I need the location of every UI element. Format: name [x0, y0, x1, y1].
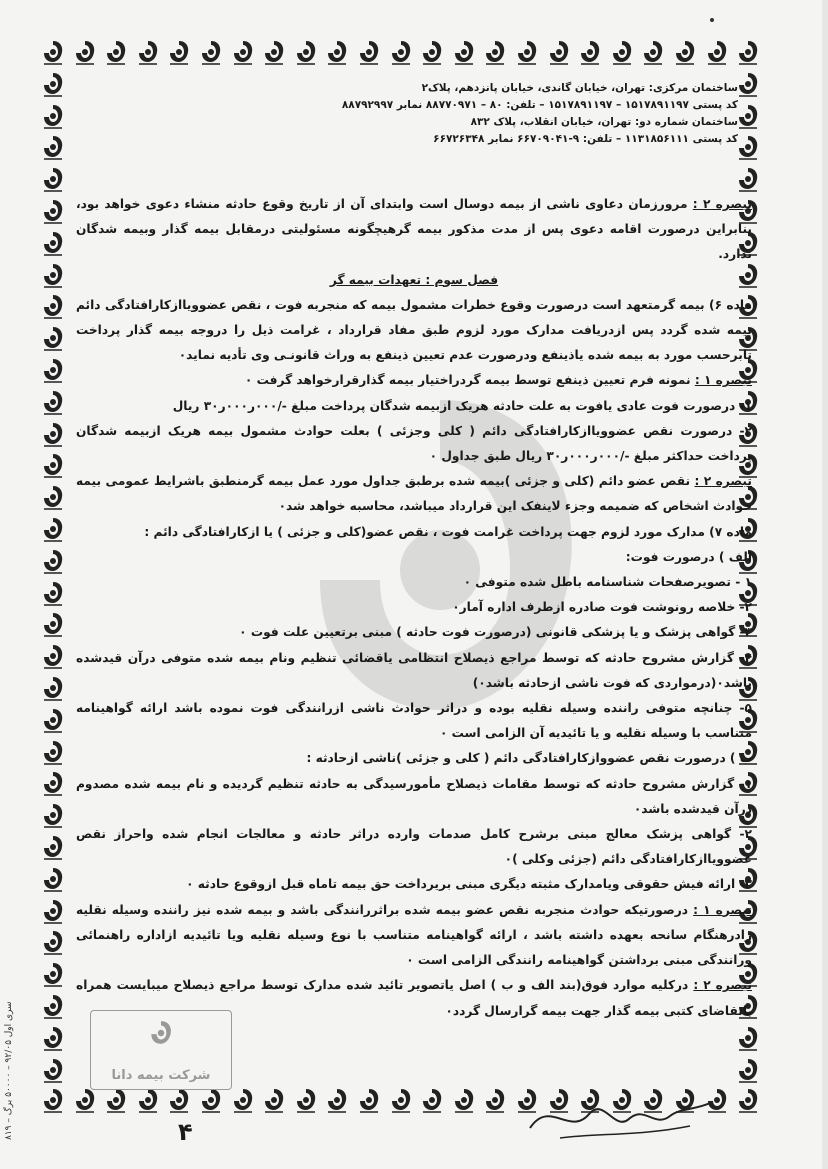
- dana-logo-icon: [42, 135, 64, 161]
- dana-logo-icon: [453, 40, 475, 66]
- address-line-3: ساختمان شماره دو: تهران، خیابان انقلاب، پلاک ۸۳۲: [470, 116, 738, 128]
- list-item: ۱- گزارش مشروح حادثه که توسط مقامات ذیصلاح مأمورسیدگی به حادثه تنظیم گردیده و نام بیمه شده مصدوم درآن قیدشده باشد۰: [76, 776, 752, 816]
- dana-logo-icon: [149, 1019, 173, 1047]
- note-label: تبصره ۱ :: [693, 902, 752, 917]
- dana-logo-icon: [453, 1088, 475, 1114]
- dana-logo-icon: [358, 1088, 380, 1114]
- dana-logo-icon: [42, 803, 64, 829]
- list-item: ۵- چنانچه متوفی راننده وسیله نقلیه بوده و دراثر حوادث ناشی ازرانندگی فوت نموده باشد ارائه گواهینامه متناسب با وسیله نقلیه و یا تائیدیه آن الزامی است ۰: [76, 701, 752, 741]
- dana-logo-icon: [484, 40, 506, 66]
- dana-logo-icon: [42, 263, 64, 289]
- dana-logo-icon: [42, 199, 64, 225]
- ink-dot: [710, 18, 714, 22]
- list-item: ۳- گواهی پزشک و یا پزشکی قانونی (درصورت فوت حادثه ) مبنی برتعیین علت فوت ۰: [239, 625, 752, 640]
- dana-logo-icon: [42, 40, 64, 66]
- dana-logo-icon: [42, 390, 64, 416]
- dana-logo-icon: [548, 40, 570, 66]
- dana-logo-icon: [42, 867, 64, 893]
- dana-logo-icon: [42, 962, 64, 988]
- dana-logo-icon: [326, 40, 348, 66]
- dana-logo-icon: [390, 1088, 412, 1114]
- dana-logo-icon: [168, 40, 190, 66]
- dana-logo-icon: [42, 1058, 64, 1084]
- dana-logo-icon: [105, 40, 127, 66]
- dana-logo-icon: [421, 40, 443, 66]
- dana-logo-icon: [105, 1088, 127, 1114]
- article-text: بیمه گرمتعهد است درصورت وقوع خطرات مشمول بیمه که منجربه فوت ، نقص عضوویاازکارافتادگی دائم بیمه شده گردد پس ازدریافت مدارک مورد لزوم طبق مفاد قرارداد ، غرامت ذیل را دروجه بیمه گذار پرداخت تابرحسب مورد به بیمه شده یاذینفع ودرصورت عدم تعیین ذینفع به وراث قانونـی وی تأدیه نماید۰: [76, 297, 752, 363]
- note-text: مرورزمان دعاوی ناشی از بیمه دوسال است وابتدای آن از تاریخ وقوع حادثه منشاء دعوی خواهد بود، بنابراین درصورت اقامه دعوی پس از مدت مذکور بیمه گرهیچگونه مسئولیتی درمقابل بیمه گذار وبیمه شدگان ندارد.: [76, 197, 752, 262]
- dana-logo-icon: [42, 676, 64, 702]
- dana-logo-icon: [42, 930, 64, 956]
- dana-logo-icon: [74, 40, 96, 66]
- page-number: ۴: [178, 1118, 193, 1146]
- dana-logo-icon: [737, 1026, 759, 1052]
- dana-logo-icon: [263, 40, 285, 66]
- dana-logo-icon: [737, 167, 759, 193]
- dana-logo-icon: [42, 453, 64, 479]
- dana-logo-icon: [42, 835, 64, 861]
- note-1-paragraph: [76, 368, 752, 393]
- print-batch-stamp: ۸۱۹ – سری اول ۹۲/۰۵ – ۵۰۰۰۰ برگ: [4, 1001, 14, 1140]
- page-edge: [822, 0, 828, 1169]
- subsection-be: ب ) درصورت نقص عضووازکارافتادگی دائم ( کلی و جزئی )ناشی ازحادثه :: [306, 751, 752, 766]
- list-item: ۲- خلاصه رونوشت فوت صادره ازطرف اداره آمار۰: [452, 600, 752, 615]
- subsection-alef: الف ) درصورت فوت:: [625, 549, 752, 564]
- dana-logo-icon: [295, 40, 317, 66]
- dana-logo-icon: [42, 422, 64, 448]
- dana-logo-icon: [642, 40, 664, 66]
- handwritten-signature: [520, 1088, 720, 1148]
- dana-logo-icon: [42, 708, 64, 734]
- address-line-1: ساختمان مرکزی: تهران، خیابان گاندی، خیابان پانزدهم، پلاک۲: [421, 82, 738, 94]
- address-line-2: کد پستی ۱۵۱۷۸۹۱۱۹۷ – ۱۵۱۷۸۹۱۱۹۷ – تلفن: ۸۰ – ۸۸۷۷۰۹۷۱ نمابر ۸۸۷۹۲۹۹۷: [341, 99, 738, 111]
- dana-logo-icon: [42, 231, 64, 257]
- dana-logo-icon: [295, 1088, 317, 1114]
- dana-logo-icon: [42, 294, 64, 320]
- list-item: ۱ - تصویرصفحات شناسنامه باطل شده متوفی ۰: [463, 575, 752, 590]
- dana-logo-icon: [42, 549, 64, 575]
- note-text: نمونه فرم تعیین ذینفع توسط بیمه گردراختیار بیمه گذارقرارخواهد گرفت ۰: [244, 373, 695, 388]
- list-item: ۲- درصورت نقص عضوویاازکارافتادگی دائم ( کلی وجزئی ) بعلت حوادث مشمول بیمه هریک ازبیمه شدگان پرداخت حداکثر مبلغ -/۰۰۰ر۰۰۰ر۳۰ ریال طبق جداول ۰: [76, 423, 752, 464]
- dana-logo-icon: [42, 994, 64, 1020]
- dana-logo-icon: [611, 40, 633, 66]
- dana-logo-icon: [42, 581, 64, 607]
- dana-logo-icon: [42, 326, 64, 352]
- dana-logo-icon: [232, 40, 254, 66]
- note-2-paragraph: [76, 192, 752, 268]
- note-label: تبصره ۲ :: [692, 197, 752, 211]
- dana-logo-icon: [421, 1088, 443, 1114]
- dana-logo-icon: [137, 40, 159, 66]
- dana-logo-icon: [42, 485, 64, 511]
- dana-logo-icon: [74, 1088, 96, 1114]
- dana-logo-icon: [516, 40, 538, 66]
- contract-body: [76, 192, 752, 1024]
- dana-logo-icon: [42, 1026, 64, 1052]
- dana-logo-icon: [42, 72, 64, 98]
- dana-logo-icon: [579, 40, 601, 66]
- dana-logo-icon: [42, 899, 64, 925]
- article-7: [76, 520, 752, 545]
- dana-logo-icon: [42, 104, 64, 130]
- list-item: ۳- ارائه فیش حقوقی ویامدارک مثبته دیگری مبنی بریرداخت حق بیمه تاماه قبل ازوقوع حادثه ۰: [186, 877, 752, 892]
- dana-logo-icon: [737, 40, 759, 66]
- note-text: درصورتیکه حوادث منجربه نقص عضو بیمه شده براثررانندگی باشد و بیمه شده نیز راننده وسیله نقلیه رادرهنگام سانحه بعهده داشته باشد ، ارائه گواهینامه متناسب با نوع وسیله نقلیه ویا تائیدیه ازاداره راهنمائی ورانندگی مبنی برداشتن گواهینامه رانندگی الزامی است ۰: [76, 902, 752, 968]
- dana-logo-icon: [42, 517, 64, 543]
- article-label: ماده ۷): [709, 524, 752, 539]
- dana-logo-icon: [263, 1088, 285, 1114]
- dana-logo-icon: [737, 72, 759, 98]
- note-label: تبصره ۲ :: [694, 474, 752, 489]
- note-label: تبصره ۲ :: [693, 978, 752, 993]
- dana-logo-icon: [42, 1088, 64, 1114]
- article-text: مدارک مورد لزوم جهت پرداخت غرامت فوت ، نقص عضو(کلی و جزئی ) یا ازکارافتادگی دائم :: [144, 524, 710, 539]
- dana-logo-icon: [326, 1088, 348, 1114]
- section-title: فصل سوم : تعهدات بیمه گر: [329, 272, 499, 287]
- dana-logo-icon: [42, 167, 64, 193]
- list-item: ۱- درصورت فوت عادی یافوت به علت حادثه هریک ازبیمه شدگان پرداخت مبلغ -/۰۰۰ر۰۰۰ر۳۰ ریال: [172, 398, 752, 413]
- note-label: تبصره ۱ :: [694, 373, 752, 388]
- dana-logo-icon: [737, 1088, 759, 1114]
- dana-logo-icon: [42, 644, 64, 670]
- article-6: [76, 293, 752, 369]
- dana-logo-icon: [42, 771, 64, 797]
- company-stamp-text: شرکت بیمه دانا: [111, 1068, 211, 1083]
- address-line-4: کد پستی ۱۱۳۱۸۵۶۱۱۱ – تلفن: ۹-۶۶۷۰۹۰۴۱ نمابر ۶۶۷۲۶۳۴۸: [433, 133, 738, 145]
- dana-logo-icon: [168, 1088, 190, 1114]
- dana-logo-icon: [706, 40, 728, 66]
- dana-logo-icon: [137, 1088, 159, 1114]
- dana-logo-icon: [42, 740, 64, 766]
- note-text: درکلیه موارد فوق(بند الف و ب ) اصل یاتصویر تائید شده مدارک توسط مراجع ذیصلاح میبایست همراه باتقاضای کتبی بیمه گذار جهت بیمه گرارسال گردد۰: [76, 978, 752, 1018]
- dana-logo-icon: [737, 1058, 759, 1084]
- dana-logo-icon: [358, 40, 380, 66]
- dana-logo-icon: [232, 1088, 254, 1114]
- dana-logo-icon: [484, 1088, 506, 1114]
- dana-logo-icon: [737, 104, 759, 130]
- dana-logo-icon: [674, 40, 696, 66]
- article-label: ماده ۶): [709, 297, 752, 312]
- list-item: ۲- گواهی پزشک معالج مبنی برشرح کامل صدمات وارده دراثر حادثه و معالجات انجام شده واحراز نقص عضوویاازکارافتادگی دائم (جزئی وکلی )۰: [76, 827, 752, 867]
- dana-logo-icon: [390, 40, 412, 66]
- list-item: ۴- گزارش مشروح حادثه که توسط مراجع ذیصلاح انتظامی یاقضائی تنظیم ونام بیمه شده متوفی درآن قیدشده باشد۰(درمواردی که فوت ناشی ازحادثه باشد۰): [76, 650, 752, 690]
- dana-logo-icon: [737, 135, 759, 161]
- note-2b-paragraph: [76, 469, 752, 519]
- company-address-header: [318, 80, 738, 148]
- dana-logo-icon: [200, 40, 222, 66]
- dana-logo-icon: [42, 358, 64, 384]
- note-text: نقص عضو دائم (کلی و جزئی )بیمه شده برطبق جداول مورد عمل بیمه گرمنطبق باشرایط عمومی بیمه حوادث اشخاص که ضمیمه وجزء لاینفک این قرارداد میباشد، محاسبه خواهد شد۰: [76, 474, 752, 514]
- company-stamp: [90, 1010, 232, 1090]
- note-1b-paragraph: [76, 898, 752, 974]
- dana-logo-icon: [42, 612, 64, 638]
- dana-logo-icon: [200, 1088, 222, 1114]
